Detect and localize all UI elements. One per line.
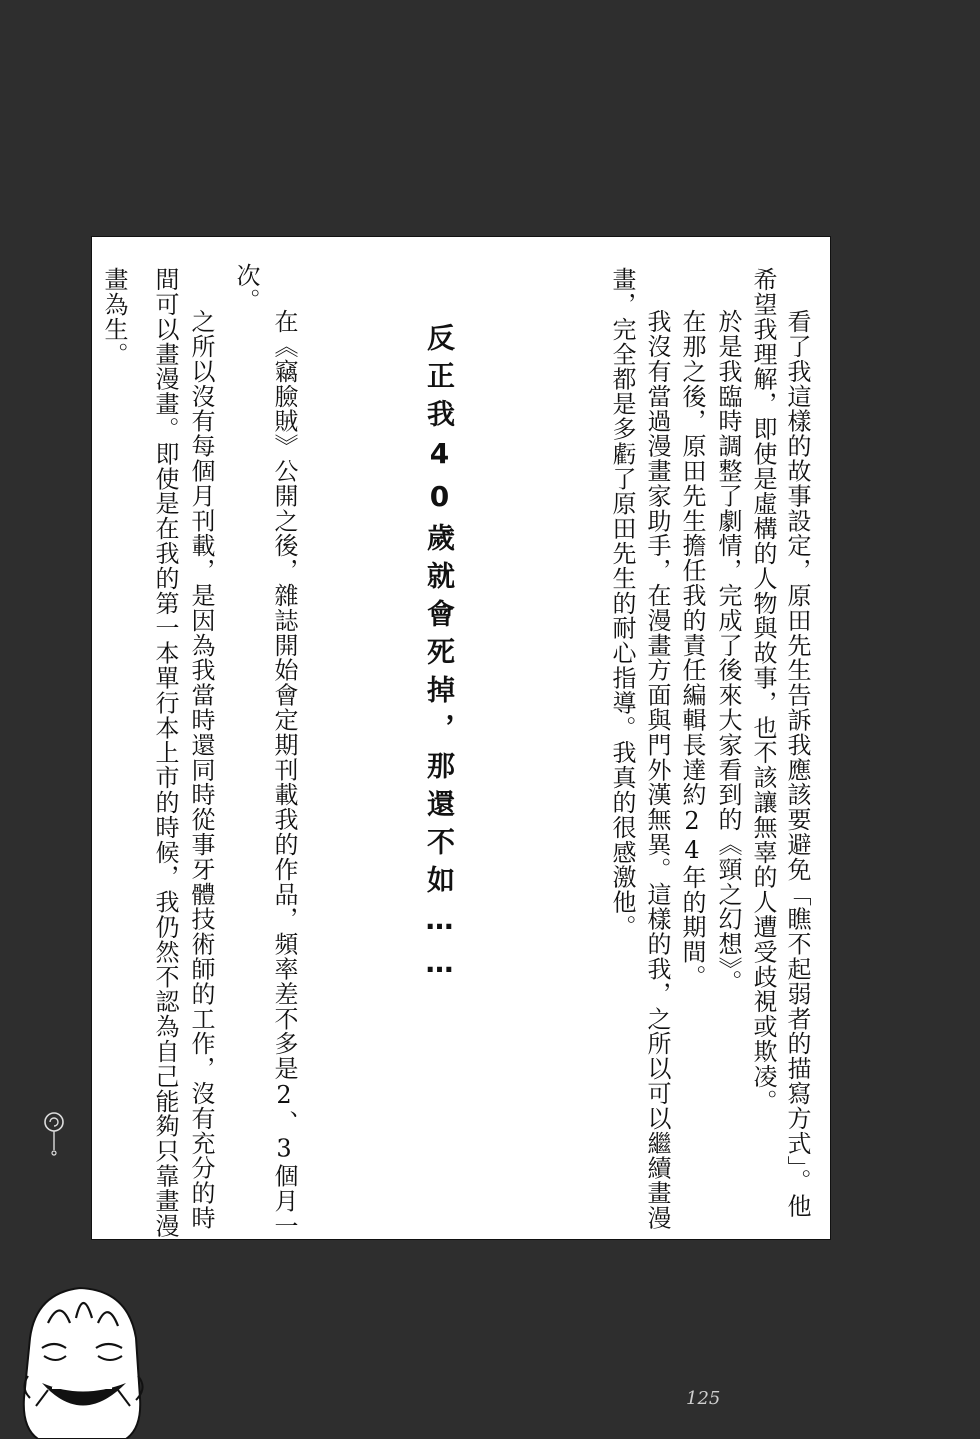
page-number: 125 [686, 1388, 721, 1409]
text-column: 看了我這樣的故事設定，原田先生告訴我應該要避免「瞧不起弱者的描寫方式」。他 [783, 309, 811, 1219]
text-column: 次。 [232, 263, 260, 313]
text-column: 在那之後，原田先生擔任我的責任編輯長達約24年的期間。 [678, 309, 706, 990]
text-column: 畫為生。 [100, 267, 128, 367]
text-column: 於是我臨時調整了劇情，完成了後來大家看到的《頸之幻想》。 [714, 309, 742, 995]
text-column: 畫，完全都是多虧了原田先生的耐心指導。我真的很感激他。 [608, 267, 636, 940]
spiral-icon [40, 1110, 70, 1160]
text-column: 間可以畫漫畫。即使是在我的第一本單行本上市的時候，我仍然不認為自己能夠只靠畫漫 [151, 267, 179, 1239]
text-column: 在《竊臉賊》公開之後，雜誌開始會定期刊載我的作品，頻率差不多是2、3個月一 [270, 309, 298, 1239]
text-page [91, 236, 831, 1240]
text-column: 希望我理解，即使是虛構的人物與故事，也不該讓無辜的人遭受歧視或欺凌。 [749, 267, 777, 1114]
grinning-face-illustration [8, 1278, 158, 1439]
section-heading: 反正我40歲就會死掉，那還不如…… [423, 323, 456, 989]
text-column: 我沒有當過漫畫家助手，在漫畫方面與門外漢無異。這樣的我，之所以可以繼續畫漫 [643, 309, 671, 1231]
text-column: 之所以沒有每個月刊載，是因為我當時還同時從事牙體技術師的工作，沒有充分的時 [187, 309, 215, 1231]
